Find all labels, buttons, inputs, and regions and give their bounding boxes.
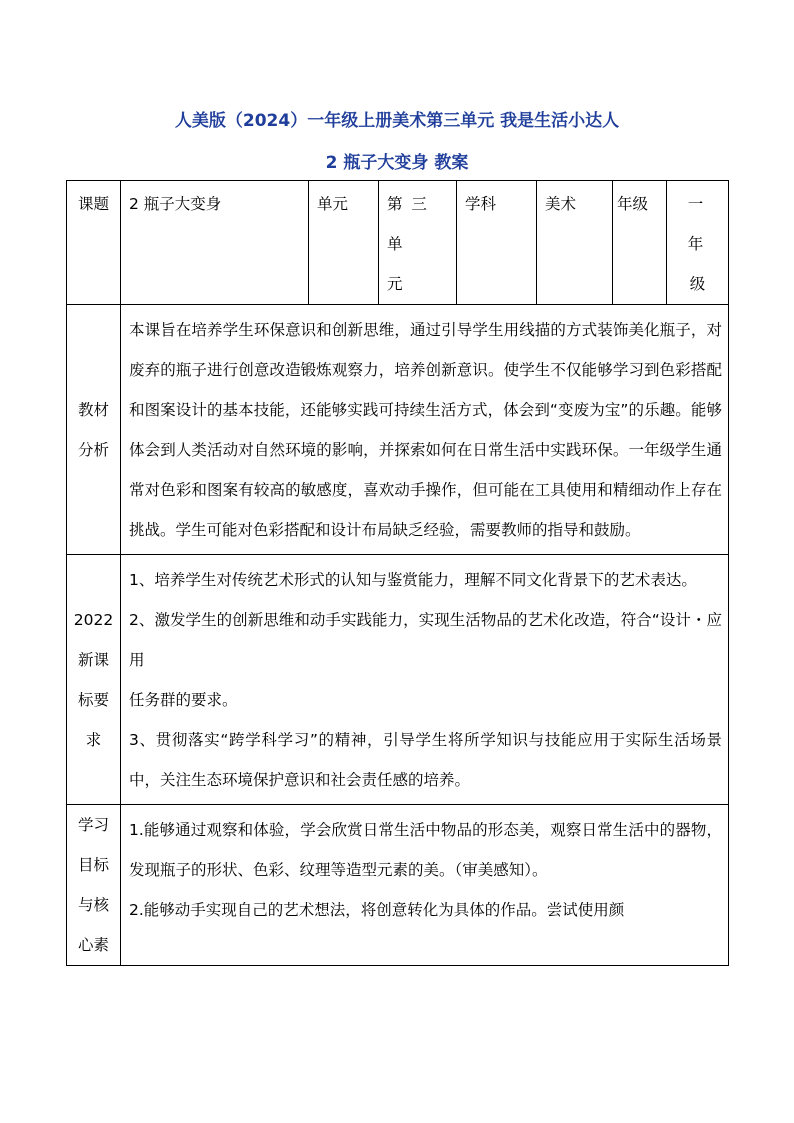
subject-value: 美术: [537, 181, 613, 305]
lesson-value: 2 瓶子大变身: [121, 181, 309, 305]
standards-item: 2、激发学生的创新思维和动手实践能力，实现生活物品的艺术化改造，符合“设计・应用: [129, 611, 722, 669]
objectives-row: [67, 805, 729, 966]
standards-label-line: 新课: [77, 650, 109, 669]
unit-value-line: 元: [387, 275, 403, 293]
subject-label: 学科: [457, 181, 537, 305]
objectives-label-line: 与核: [77, 896, 109, 914]
objectives-item: 1.能够通过观察和体验，学会欣赏日常生活中物品的形态美，观察日常生活中的器物，发现瓶子的形状、色彩、纹理等造型元素的美。（审美感知）。: [129, 821, 722, 879]
standards-label: [67, 555, 121, 805]
grade-value-line: 一 年: [687, 195, 708, 253]
unit-label: 单元: [309, 181, 379, 305]
standards-label-line: 求: [85, 730, 102, 749]
header-row: [67, 181, 729, 305]
unit-value: [379, 181, 457, 305]
lesson-plan-table: [66, 180, 729, 966]
standards-label-line: 2022: [73, 610, 114, 629]
objectives-label-line: 学习: [77, 816, 109, 834]
analysis-label-line: 教材: [77, 400, 109, 419]
standards-item: 1、培养学生对传统艺术形式的认知与鉴赏能力，理解不同文化背景下的艺术表达。: [129, 571, 697, 589]
unit-value-line: 第 三 单: [387, 195, 429, 253]
objectives-item: 2.能够动手实现自己的艺术想法，将创意转化为具体的作品。尝试使用颜: [129, 901, 625, 919]
standards-item: 任务群的要求。: [129, 691, 238, 709]
objectives-label-line: 心素: [77, 936, 109, 954]
analysis-label: [67, 305, 121, 555]
objectives-label-line: 目标: [77, 856, 109, 874]
document-subtitle: 2 瓶子大变身 教案: [325, 153, 469, 173]
lesson-label: 课题: [67, 181, 121, 305]
standards-content: [121, 555, 729, 805]
analysis-text: 本课旨在培养学生环保意识和创新思维，通过引导学生用线描的方式装饰美化瓶子，对废弃的瓶子进行创意改造锻炼观察力，培养创新意识。使学生不仅能够学习到色彩搭配和图案设计的基本技能，还能够实践可持续生活方式，体会到“变废为宝”的乐趣。能够体会到人类活动对自然环境的影响，并探索如何在日常生活中实践环保。一年级学生通常对色彩和图案有较高的敏感度，喜欢动手操作，但可能在工具使用和精细动作上存在挑战。学生可能对色彩搭配和设计布局缺乏经验，需要教师的指导和鼓励。: [129, 321, 722, 539]
analysis-label-line: 分析: [77, 440, 109, 459]
grade-value-line: 级: [689, 275, 706, 293]
analysis-row: [67, 305, 729, 555]
standards-item: 3、贯彻落实“跨学科学习”的精神，引导学生将所学知识与技能应用于实际生活场景中，关注生态环境保护意识和社会责任感的培养。: [129, 731, 722, 789]
grade-value: [667, 181, 729, 305]
standards-label-line: 标要: [77, 690, 109, 709]
analysis-content: [121, 305, 729, 555]
objectives-content: [121, 805, 729, 966]
objectives-label: [67, 805, 121, 966]
standards-row: [67, 555, 729, 805]
document-title: 人美版（2024）一年级上册美术第三单元 我是生活小达人: [174, 111, 620, 131]
grade-label: 年级: [613, 181, 667, 305]
